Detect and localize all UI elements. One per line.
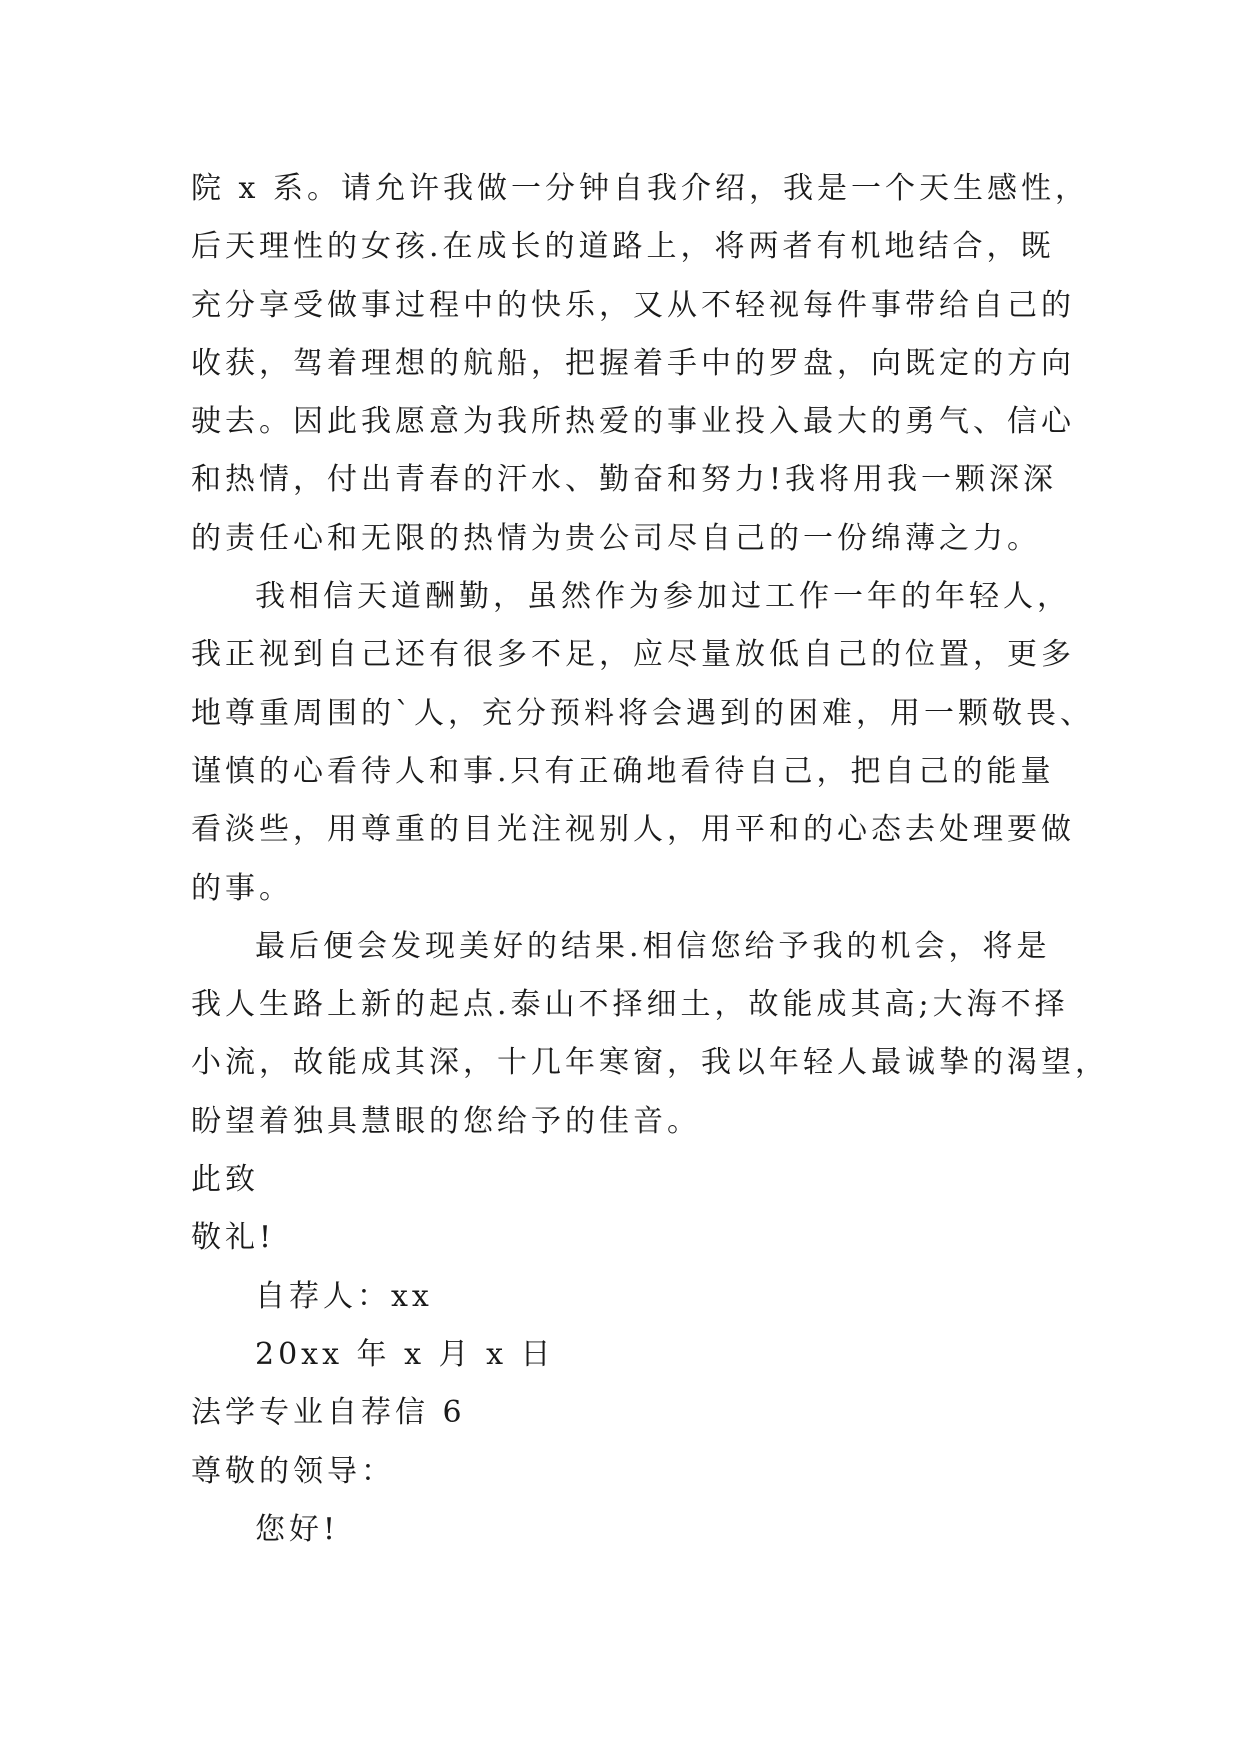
- paragraph-line: 我正视到自己还有很多不足，应尽量放低自己的位置，更多: [191, 637, 1075, 673]
- closing-line: 此致: [191, 1162, 259, 1198]
- paragraph-line: 和热情，付出青春的汗水、勤奋和努力!我将用我一颗深深: [191, 462, 1058, 498]
- section-title: 法学专业自荐信 6: [191, 1395, 466, 1431]
- paragraph-line: 看淡些，用尊重的目光注视别人，用平和的心态去处理要做: [191, 812, 1075, 848]
- greeting: 您好!: [255, 1511, 340, 1547]
- paragraph-line: 充分享受做事过程中的快乐，又从不轻视每件事带给自己的: [191, 287, 1075, 323]
- paragraph-line: 最后便会发现美好的结果.相信您给予我的机会，将是: [255, 928, 1051, 964]
- letter-body: [191, 160, 1109, 1559]
- paragraph-line: 盼望着独具慧眼的您给予的佳音。: [191, 1103, 701, 1139]
- paragraph-line: 小流，故能成其深，十几年寒窗，我以年轻人最诚挚的渴望，: [191, 1045, 1109, 1081]
- closing-salute: 敬礼!: [191, 1220, 276, 1256]
- paragraph-line: 的责任心和无限的热情为贵公司尽自己的一份绵薄之力。: [191, 520, 1041, 556]
- paragraph-line: 的事。: [191, 870, 293, 906]
- paragraph-line: 收获，驾着理想的航船，把握着手中的罗盘，向既定的方向: [191, 345, 1075, 381]
- paragraph-line: 院 x 系。请允许我做一分钟自我介绍，我是一个天生感性，: [191, 171, 1089, 206]
- signature-line: 自荐人：xx: [255, 1278, 433, 1314]
- paragraph-line: 我人生路上新的起点.泰山不择细土，故能成其高;大海不择: [191, 987, 1069, 1023]
- date-line: 20xx 年 x 月 x 日: [255, 1336, 555, 1372]
- paragraph-line: 地尊重周围的`人，充分预料将会遇到的困难，用一颗敬畏、: [191, 695, 1094, 731]
- paragraph-line: 后天理性的女孩.在成长的道路上，将两者有机地结合，既: [191, 229, 1055, 265]
- paragraph-line: 驶去。因此我愿意为我所热爱的事业投入最大的勇气、信心: [191, 404, 1075, 440]
- paragraph-line: 谨慎的心看待人和事.只有正确地看待自己，把自己的能量: [191, 753, 1055, 789]
- paragraph-line: 我相信天道酬勤，虽然作为参加过工作一年的年轻人，: [255, 579, 1071, 615]
- salutation: 尊敬的领导：: [191, 1453, 395, 1489]
